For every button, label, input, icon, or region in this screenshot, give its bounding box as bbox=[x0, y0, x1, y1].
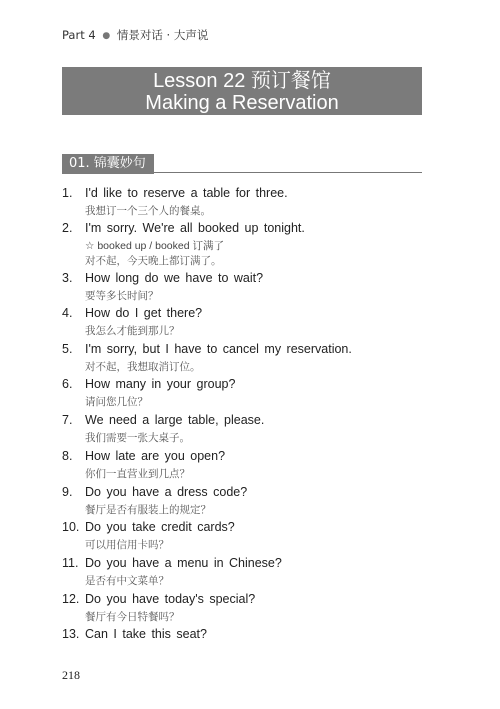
part-label: Part 4 bbox=[62, 28, 96, 42]
english-sentence: How many in your group? bbox=[85, 377, 236, 391]
item-number: 6. bbox=[62, 377, 73, 391]
item-number: 5. bbox=[62, 342, 73, 356]
english-sentence: I'm sorry. We're all booked up tonight. bbox=[85, 221, 305, 235]
item-number: 3. bbox=[62, 271, 73, 285]
section-heading bbox=[62, 152, 422, 173]
english-sentence: Do you have a dress code? bbox=[85, 485, 248, 499]
chinese-translation: 请问您几位？ bbox=[85, 396, 148, 408]
english-sentence: Can I take this seat? bbox=[85, 627, 207, 641]
english-sentence: Do you have today's special? bbox=[85, 592, 256, 606]
chinese-translation: 是否有中文菜单？ bbox=[85, 575, 169, 587]
chinese-translation: 要等多长时间？ bbox=[85, 290, 159, 302]
english-sentence: I'm sorry, but I have to cancel my reservation. bbox=[85, 342, 352, 356]
lesson-subtitle: Making a Reservation bbox=[145, 92, 339, 114]
section-label: 情景对话 · 大声说 bbox=[116, 28, 209, 42]
chinese-translation: 我们需要一张大桌子。 bbox=[85, 432, 190, 444]
section-heading-label: 01. 锦囊妙句 bbox=[62, 154, 154, 174]
english-sentence: How long do we have to wait? bbox=[85, 271, 264, 285]
item-number: 8. bbox=[62, 449, 73, 463]
page-number: 218 bbox=[62, 668, 80, 682]
chinese-translation: 可以用信用卡吗？ bbox=[85, 539, 169, 551]
item-number: 4. bbox=[62, 306, 73, 320]
item-number: 7. bbox=[62, 413, 73, 427]
item-number: 1. bbox=[62, 186, 73, 200]
chinese-translation: 我想订一个三个人的餐桌。 bbox=[85, 205, 211, 217]
chinese-translation: 对不起，我想取消订位。 bbox=[85, 361, 201, 373]
english-sentence: I'd like to reserve a table for three. bbox=[85, 186, 288, 200]
lesson-title-banner bbox=[62, 67, 422, 115]
chinese-translation: 餐厅是否有服装上的规定？ bbox=[85, 504, 211, 516]
english-sentence: Do you have a menu in Chinese? bbox=[85, 556, 282, 570]
english-sentence: How do I get there? bbox=[85, 306, 203, 320]
english-sentence: We need a large table, please. bbox=[85, 413, 265, 427]
running-header bbox=[62, 27, 208, 43]
vocab-note: ☆ booked up / booked 订满了 bbox=[85, 240, 224, 252]
item-number: 2. bbox=[62, 221, 73, 235]
item-number: 9. bbox=[62, 485, 73, 499]
english-sentence: Do you take credit cards? bbox=[85, 520, 235, 534]
item-number: 10. bbox=[62, 520, 80, 534]
chinese-translation: 我怎么才能到那儿？ bbox=[85, 325, 180, 337]
item-number: 11. bbox=[62, 556, 79, 570]
lesson-title: Lesson 22 预订餐馆 bbox=[153, 70, 331, 92]
chinese-translation: 对不起，今天晚上都订满了。 bbox=[85, 255, 222, 267]
english-sentence: How late are you open? bbox=[85, 449, 226, 463]
chinese-translation: 你们一直营业到几点？ bbox=[85, 468, 190, 480]
item-number: 13. bbox=[62, 627, 80, 641]
bullet-icon: ● bbox=[102, 31, 111, 41]
chinese-translation: 餐厅有今日特餐吗？ bbox=[85, 611, 180, 623]
item-number: 12. bbox=[62, 592, 80, 606]
